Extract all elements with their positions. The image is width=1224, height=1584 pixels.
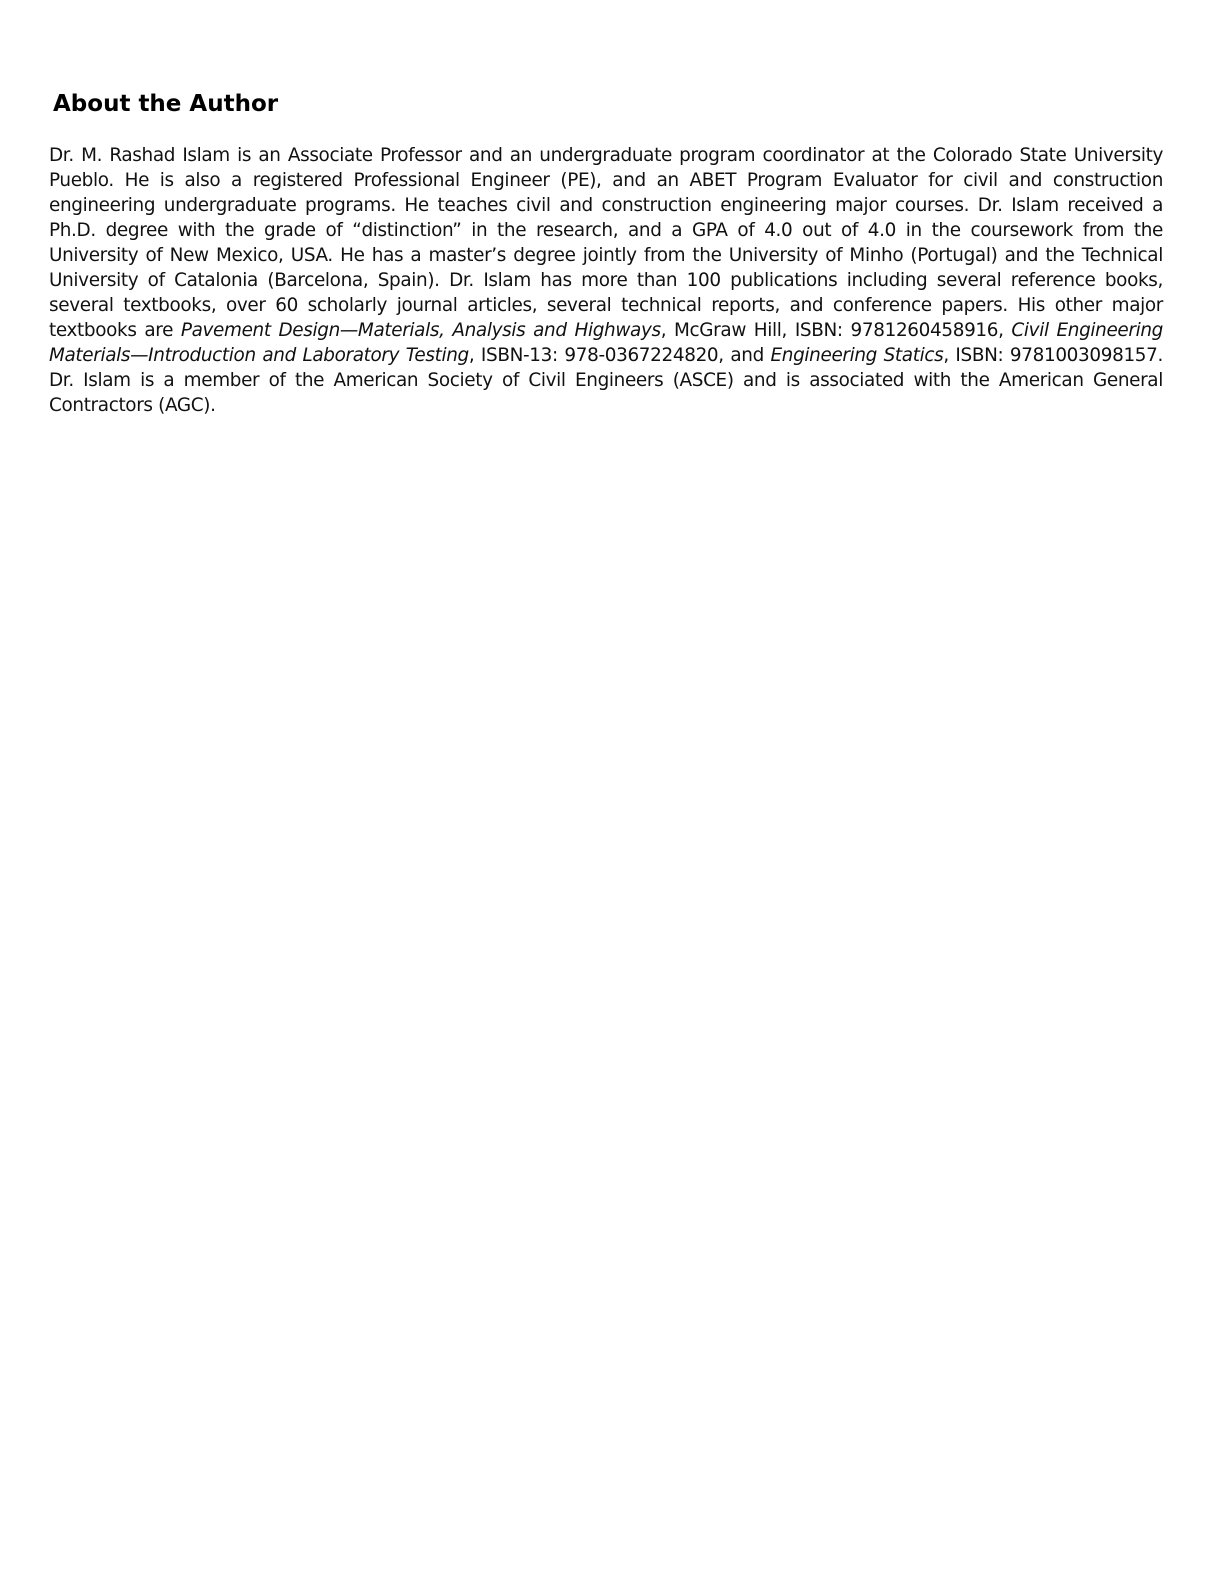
- author-bio-paragraph: [49, 143, 1163, 418]
- bio-text-part-4: , ISBN: 9781003098157. Dr. Islam is a member of the American Society of Civil Engineers (ASCE) and is associated with the American General Contractors (AGC).: [49, 345, 1163, 416]
- book-title-pavement-design: Pavement Design—Materials, Analysis and Highways: [180, 320, 661, 341]
- book-title-engineering-statics: Engineering Statics: [770, 345, 944, 366]
- bio-text-part-2: , McGraw Hill, ISBN: 9781260458916,: [660, 320, 1012, 341]
- bio-text-part-3: , ISBN-13: 978-0367224820, and: [468, 345, 771, 366]
- book-title-civil-engineering-materials: Civil Engineering Materials—Introduction and Laboratory Testing: [49, 320, 1163, 366]
- bio-text-part-1: Dr. M. Rashad Islam is an Associate Professor and an undergraduate program coordinator at the Colorado State University Pueblo. He is also a registered Professional Engineer (PE), and an ABET Program Evaluator for civil and construction engineering undergraduate programs. He teaches civil and construction engineering major courses. Dr. Islam received a Ph.D. degree with the grade of “distinction” in the research, and a GPA of 4.0 out of 4.0 in the coursework from the University of New Mexico, USA. He has a master’s degree jointly from the University of Minho (Portugal) and the Technical University of Catalonia (Barcelona, Spain). Dr. Islam has more than 100 publications including several reference books, several textbooks, over 60 scholarly journal articles, several technical reports, and conference papers. His other major textbooks are: [49, 145, 1163, 341]
- section-heading: About the Author: [53, 91, 279, 117]
